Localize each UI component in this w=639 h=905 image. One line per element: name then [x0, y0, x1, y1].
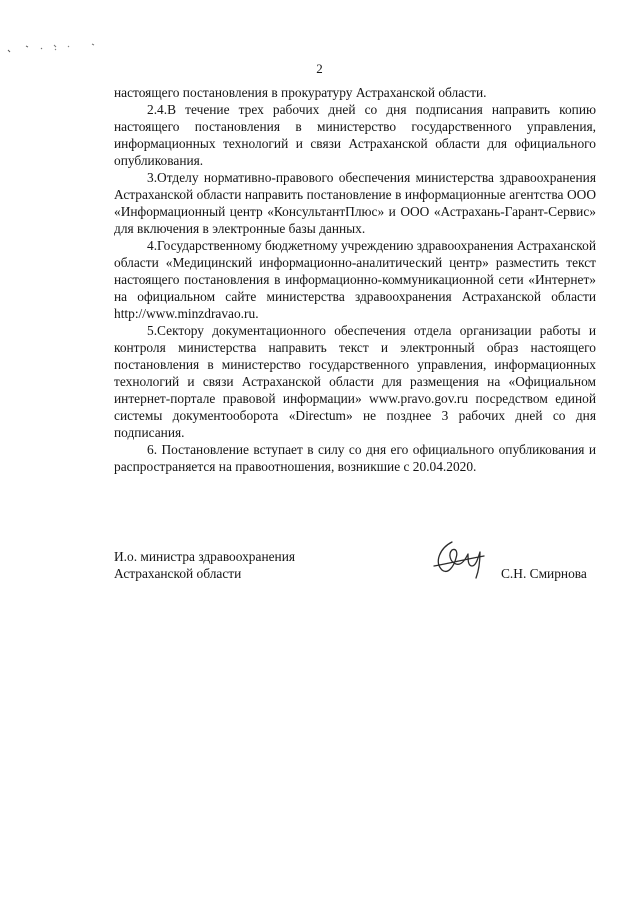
paragraph-4: 4.Государственному бюджетному учреждению здравоохранения Астраханской области «Медицинский информационно-аналитический центр» разместить текст настоящего постановления в информационно-коммуникационной сети «Интернет» на официальном сайте министерства здравоохранения Астраханской области http://www.minzdravao.ru. — [114, 238, 596, 321]
paragraph-6: 6. Постановление вступает в силу со дня его официального опубликования и распространяется на правоотношения, возникшие с 20.04.2020. — [114, 442, 596, 474]
signer-name: С.Н. Смирнова — [501, 566, 587, 581]
signer-title-line1: И.о. министра здравоохранения — [114, 549, 296, 564]
signature-block — [114, 548, 596, 608]
paragraph-3: 3.Отделу нормативно-правового обеспечения министерства здравоохранения Астраханской области направить постановление в информационные агентства ООО «Информационный центр «КонсультантПлюс» и ООО «Астрахань-Гарант-Сервис» для включения в электронные базы данных. — [114, 170, 596, 236]
handwritten-signature — [432, 536, 490, 582]
signer-title-line2: Астраханской области — [114, 566, 242, 581]
document-body — [114, 84, 596, 475]
paragraph-5: 5.Сектору документационного обеспечения отдела организации работы и контроля министерства направить текст и электронный образ настоящего постановления в министерство государственного управления, информационных технологий и связи Астраханской области для размещения на «Официальном интернет-портале правовой информации» www.pravo.gov.ru посредством единой системы документооборота «Directum» не позднее 3 рабочих дней со дня подписания. — [114, 323, 596, 440]
signer-title — [114, 548, 295, 582]
page-number: 2 — [316, 61, 323, 76]
paragraph-continuation: настоящего постановления в прокуратуру Астраханской области. — [114, 85, 487, 100]
paragraph-2-4: 2.4.В течение трех рабочих дней со дня подписания направить копию настоящего постановления в министерство государственного управления, информационных технологий и связи Астраханской области для официального опубликования. — [114, 102, 596, 168]
scan-artifact-marks — [6, 40, 106, 56]
